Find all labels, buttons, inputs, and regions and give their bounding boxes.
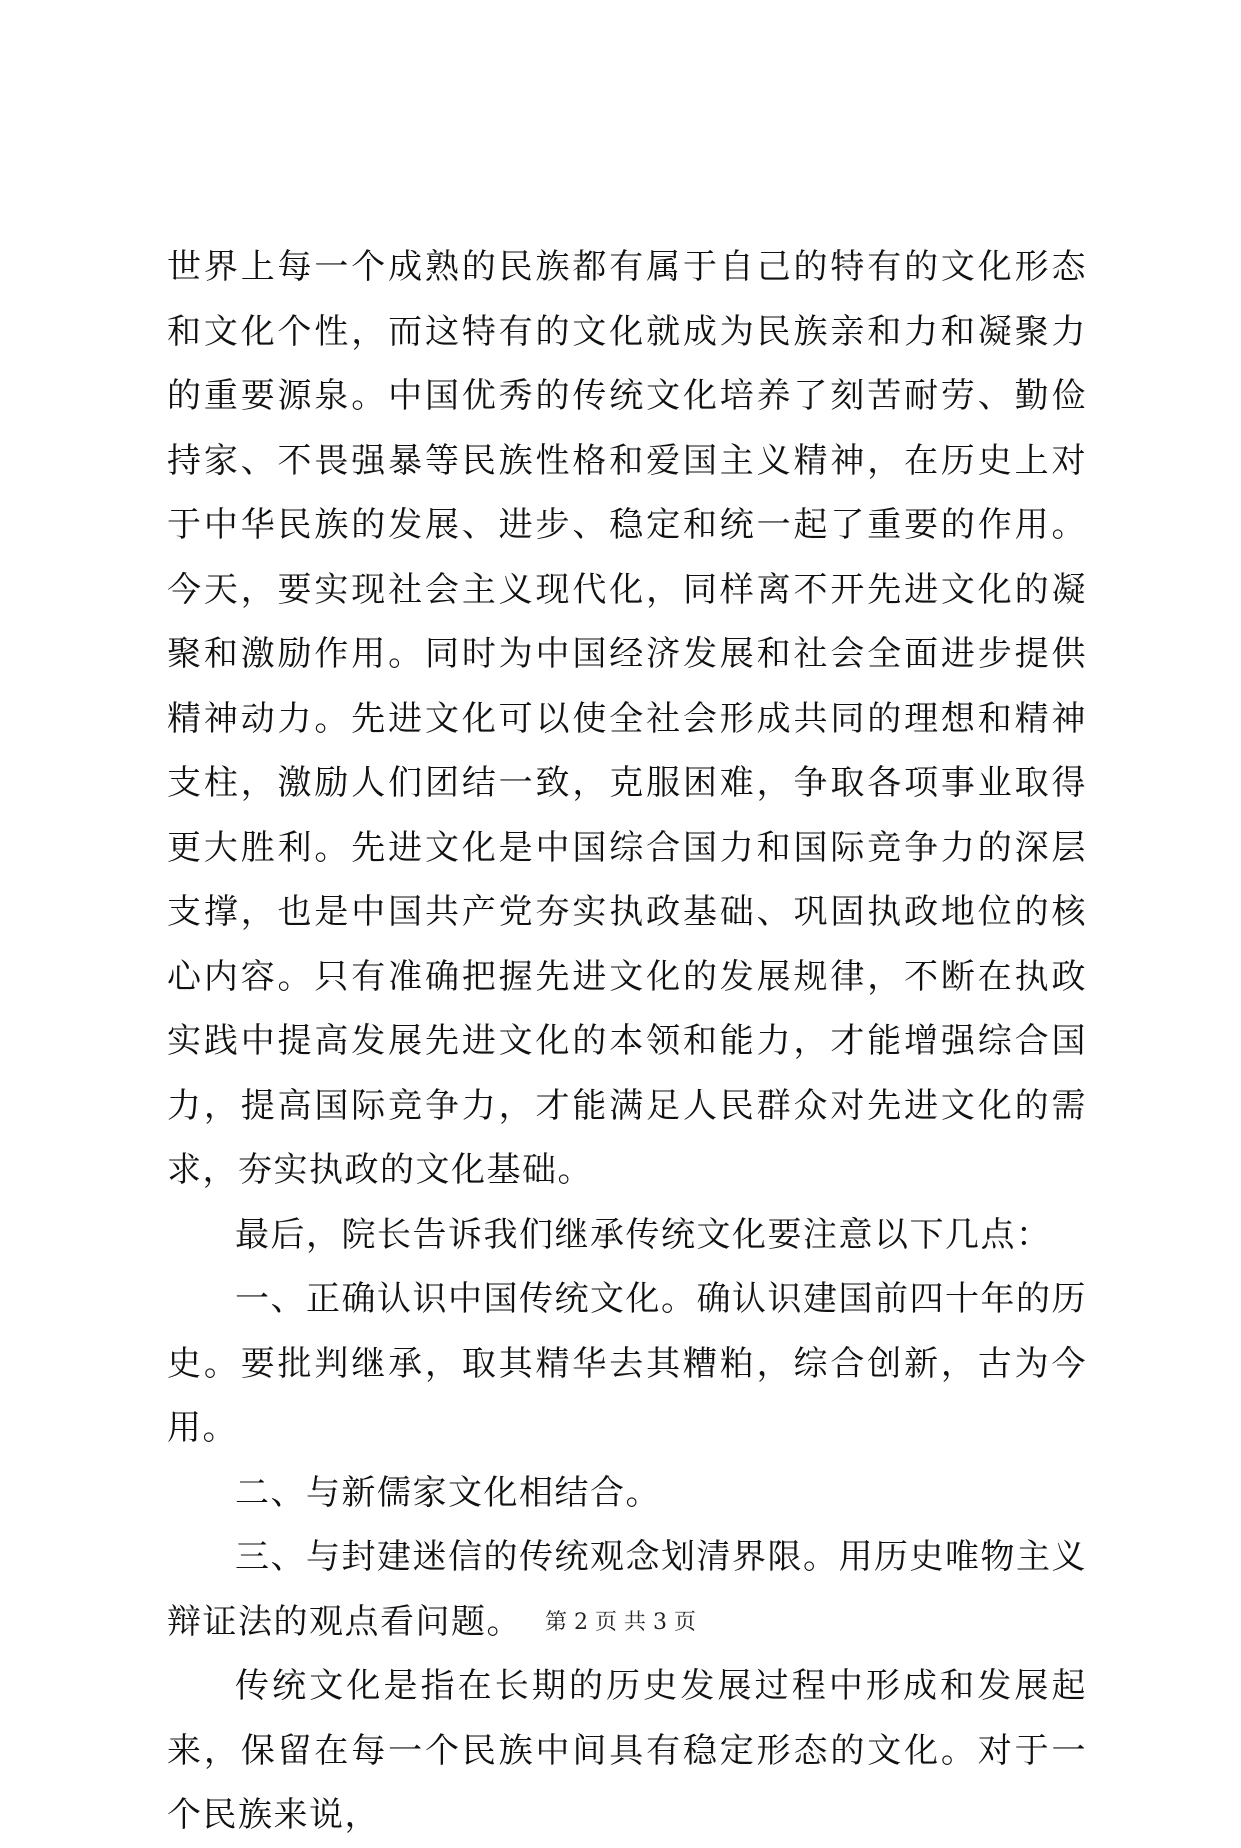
paragraph-5: 三、与封建迷信的传统观念划清界限。用历史唯物主义辩证法的观点看问题。 — [167, 1537, 1087, 1642]
paragraph-2: 最后，院长告诉我们继承传统文化要注意以下几点： — [235, 1214, 1052, 1255]
page-footer: 第 2 页 共 3 页 — [545, 1610, 696, 1635]
paragraph-6: 传统文化是指在长期的历史发展过程中形成和发展起来，保留在每一个民族中间具有稳定形态的文化。对于一个民族来说， — [167, 1666, 1087, 1835]
paragraph-1: 世界上每一个成熟的民族都有属于自己的特有的文化形态和文化个性，而这特有的文化就成为民族亲和力和凝聚力的重要源泉。中国优秀的传统文化培养了刻苦耐劳、勤俭持家、不畏强暴等民族性格和爱国主义精神，在历史上对于中华民族的发展、进步、稳定和统一起了重要的作用。今天，要实现社会主义现代化，同样离不开先进文化的凝聚和激励作用。同时为中国经济发展和社会全面进步提供精神动力。先进文化可以使全社会形成共同的理想和精神支柱，激励人们团结一致，克服困难，争取各项事业取得更大胜利。先进文化是中国综合国力和国际竞争力的深层支撑，也是中国共产党夯实执政基础、巩固执政地位的核心内容。只有准确把握先进文化的发展规律，不断在执政实践中提高发展先进文化的本领和能力，才能增强综合国力，提高国际竞争力，才能满足人民群众对先进文化的需求，夯实执政的文化基础。 — [167, 247, 1087, 1190]
paragraph-4: 二、与新儒家文化相结合。 — [235, 1472, 661, 1513]
document-body — [167, 235, 1087, 1848]
paragraph-3: 一、正确认识中国传统文化。确认识建国前四十年的历史。要批判继承，取其精华去其糟粕，综合创新，古为今用。 — [167, 1279, 1087, 1448]
